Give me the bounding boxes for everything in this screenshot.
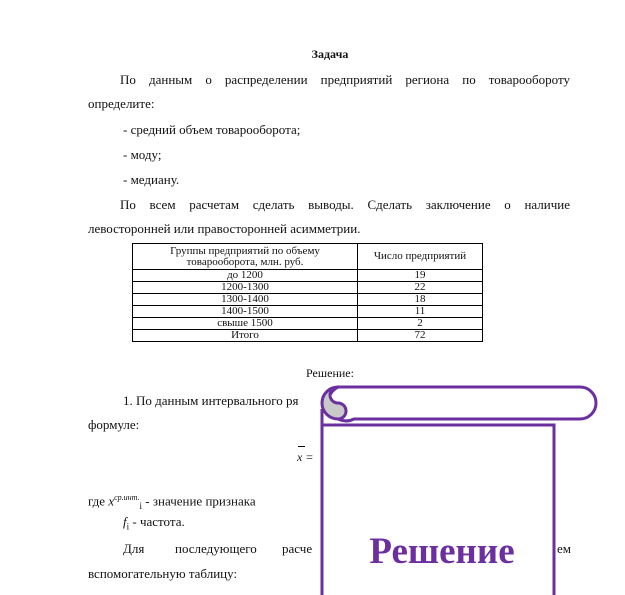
conclusion-text-line-2: левосторонней или правосторонней асимметрии. [88,221,361,236]
variable-x-superscript: ср.инт. [114,493,140,502]
table-total-row [133,330,483,342]
intro-text-line-2: определите: [88,96,155,111]
step-1-text-line-1: 1. По данным интервального ря [123,393,299,408]
variable-f: f [123,514,127,529]
table-row [133,306,483,318]
mean-formula [297,450,313,465]
table-cell-group: до 1200 [133,270,358,282]
list-item-median: - медиану. [123,172,180,187]
solution-banner-label: Решение [369,531,515,572]
table-cell-group: 1200-1300 [133,282,358,294]
table-cell-count: 72 [358,330,483,342]
table-cell-count: 19 [358,270,483,282]
solution-caption: Решение: [306,366,354,380]
table-header-groups: Группы предприятий по объему товарооборота, млн. руб. [133,244,358,270]
next-step-line-2: вспомогательную таблицу: [88,566,238,581]
list-item-average: - средний объем товарооборота; [123,122,301,137]
table-row [133,270,483,282]
distribution-table [132,243,483,342]
table-header-count: Число предприятий [358,244,483,270]
where-prefix: где [88,493,106,509]
next-step-word-3: расче [282,541,313,556]
next-step-word-1: Для [123,541,145,556]
next-step-word-2: последующего [175,541,257,556]
variable-x-subscript: i [139,500,143,511]
where-description: - значение признака [145,493,256,509]
table-cell-group: 1400-1500 [133,306,358,318]
conclusion-text-line-1: По всем расчетам сделать выводы. Сделать заключение о наличие [120,197,570,212]
table-row [133,282,483,294]
frequency-description: - частота. [132,514,185,529]
where-definition [88,490,256,514]
table-cell-count: 11 [358,306,483,318]
list-item-mode: - моду; [123,147,162,162]
table-cell-group: Итого [133,330,358,342]
variable-x: x [108,493,115,509]
scroll-top-roll [328,387,596,421]
table-row [133,294,483,306]
table-cell-group: свыше 1500 [133,318,358,330]
next-step-tail: ем [557,541,571,556]
table-cell-count: 2 [358,318,483,330]
table-cell-count: 18 [358,294,483,306]
mean-formula-text: x = [297,450,314,464]
intro-text-line-1: По данным о распределении предприятий региона по товарообороту [120,72,570,87]
overline-bar [298,446,305,447]
table-row [133,318,483,330]
table-cell-count: 22 [358,282,483,294]
frequency-definition [123,514,185,535]
table-cell-group: 1300-1400 [133,294,358,306]
step-1-text-line-2: формуле: [88,417,140,432]
variable-f-subscript: i [126,521,130,532]
task-title: Задача [311,47,349,61]
table-header-row [133,244,483,270]
